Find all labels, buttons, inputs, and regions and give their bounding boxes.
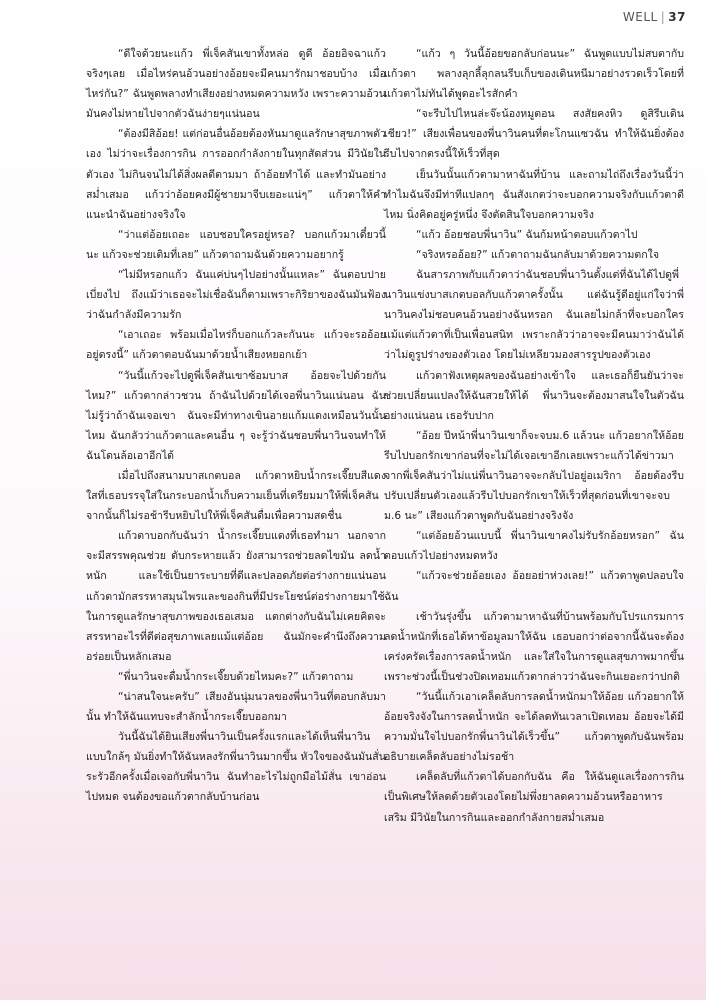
paragraph: “แต่อ้อยอ้วนแบบนี้ พี่นาวินเขาคงไม่รับรักอ้อยหรอก” ฉันตอบแก้วไปอย่างหมดหวัง	[384, 530, 684, 563]
paragraph: เช้าวันรุ่งขึ้น แก้วตามาหาฉันที่บ้านพร้อมกับโปรแกรมการลดน้ำหนักที่เธอได้หาข้อมูลมาให้ฉัน เธอบอกว่าต่อจากนี้ฉันจะต้องเคร่งครัดเรื่องการลดน้ำหนัก และใส่ใจในการดูแลสุขภาพมากขึ้น เพราะช่วงนี้เป็นช่วงปิดเทอมแก้วตากล่าวว่าฉันจะกินเยอะกว่าปกติ	[384, 610, 684, 683]
paragraph: “ต้องมีสิอ้อย! แต่ก่อนอื่นอ้อยต้องหันมาดูแลรักษาสุขภาพตัวเอง ไม่ว่าจะเรื่องการกิน การออกกำลังกายในทุกสัดส่วน มีวินัยในตัวเอง ไม่กินจนไม่ได้สิ่งผลดีตามมา ถ้าอ้อยทำได้ และทำมันอย่างสม่ำเสมอ แก้วว่าอ้อยคงมีผู้ชายมาจีบเยอะแน่ๆ” แก้วตาให้คำแนะนำฉันอย่างจริงใจ	[86, 128, 386, 221]
paragraph: เมื่อไปถึงสนามบาสเกตบอล แก้วตาหยิบน้ำกระเจี๊ยบสีแดงใสที่เธอบรรจุใส่ในกระบอกน้ำเก็บความเย็นที่เตรียมมาให้พี่เจ็คสัน จากนั้นก็ไม่รอช้ารีบหยิบไปให้พี่เจ็คสันดื่มเพื่อความสดชื่น	[86, 469, 386, 523]
page-number: 37	[668, 10, 686, 24]
header-separator: |	[660, 10, 666, 24]
paragraph: “วันนี้แก้วจะไปดูพี่เจ็คสันเขาซ้อมบาส อ้อยจะไปด้วยกันไหม?” แก้วตากล่าวชวน ถ้าฉันไปด้วยได้เจอพี่นาวินแน่นอน ฉันไม่รู้ว่าถ้าฉันเจอเขา ฉันจะมีท่าทางเขินอายแก้มแดงเหมือนวันนั้นไหม ฉันกลัวว่าแก้วตาและคนอื่น ๆ จะรู้ว่าฉันชอบพี่นาวินจนทำให้ฉันโดนล้อเอาอีกได้	[86, 369, 386, 462]
paragraph: เคล็ดลับที่แก้วตาได้บอกกับฉัน คือ ให้ฉันดูแลเรื่องการกินเป็นพิเศษให้ลดด้วยตัวเองโดยไม่พึ่งยาลดความอ้วนหรืออาหารเสริม มีวินัยในการกินและออกกำลังกายสม่ำเสมอ	[384, 771, 684, 824]
paragraph: “เอาเถอะ พร้อมเมื่อไหร่ก็บอกแก้วละกันนะ แก้วจะรออ้อยอยู่ตรงนี้” แก้วตาตอบฉันมาด้วยน้ำเสียงหยอกเย้า	[86, 329, 386, 362]
paragraph: “แก้ว ๆ วันนี้อ้อยขอกลับก่อนนะ” ฉันพูดแบบไม่สบตากับแก้วตา พลางลุกลี้ลุกลนรีบเก็บของเดินหนีมาอย่างรวดเร็วโดยที่แก้วตาไม่ทันได้พูดอะไรสักคำ	[384, 48, 684, 101]
paragraph: แก้วตาฟังเหตุผลของฉันอย่างเข้าใจ และเธอก็ยืนยันว่าจะช่วยเปลี่ยนแปลงให้ฉันสวยให้ได้ พี่นาวินจะต้องมาสนใจในตัวฉันอย่างแน่นอน เธอรับปาก	[384, 369, 684, 422]
paragraph: “จะรีบไปไหนล่ะจ๊ะน้องหมูตอน สงสัยคงหิว ดูสิรีบเดินเชียว!” เสียงเพื่อนของพี่นาวินคนที่ตะโกนแซวฉัน ทำให้ฉันยิ่งต้องรีบไปจากตรงนี้ให้เร็วที่สุด	[384, 108, 684, 161]
paragraph: “แก้วจะช่วยอ้อยเอง อ้อยอย่าห่วงเลย!” แก้วตาพูดปลอบใจฉัน	[384, 570, 684, 603]
paragraph: “วันนี้แก้วเอาเคล็ดลับการลดน้ำหนักมาให้อ้อย แก้วอยากให้อ้อยจริงจังในการลดน้ำหนัก จะได้ลดทันเวลาเปิดเทอม อ้อยจะได้มีความมั่นใจไปบอกรักพี่นาวินได้เร็วขึ้น” แก้วตาพูดกับฉันพร้อมอธิบายเคล็ดลับอย่างไม่รอช้า	[384, 691, 684, 764]
paragraph: “ไม่มีหรอกแก้ว ฉันแค่บ่นๆไปอย่างนั้นแหละ” ฉันตอบปายเบี่ยงไป ถึงแม้ว่าเธอจะไม่เชื่อฉันก็ตามเพราะกิริยาของฉันมันฟ้องว่าฉันกำลังมีความรัก	[86, 269, 386, 322]
paragraph: “แก้ว อ้อยชอบพี่นาวิน” ฉันก้มหน้าตอบแก้วตาไป	[416, 228, 638, 241]
paragraph: “อ้อย ปีหน้าพี่นาวินเขาก็จะจบม.6 แล้วนะ แก้วอยากให้อ้อยรีบไปบอกรักเขาก่อนที่จะไม่ได้เจอเขาอีกเลยเพราะแก้วได้ข่าวมาจากพี่เจ็คสันว่าไม่แน่พี่นาวินอาจจะกลับไปอยู่อเมริกา อ้อยต้องรีบปรับเปลี่ยนตัวเองแล้วรีบไปบอกรักเขาให้เร็วที่สุดก่อนที่เขาจะจบ ม.6 นะ” เสียงแก้วตาพูดกับฉันอย่างจริงจัง	[384, 429, 684, 523]
paragraph: “พี่นาวินจะดื่มน้ำกระเจี๊ยบด้วยไหมคะ?” แก้วตาถาม	[118, 670, 354, 683]
paragraph: วันนี้ฉันได้ยินเสียงพี่นาวินเป็นครั้งแรกและได้เห็นพี่นาวินแบบใกล้ๆ มันยิ่งทำให้ฉันหลงรักพี่นาวินมากขึ้น หัวใจของฉันมันสั่นระรัวอีกครั้งเมื่อเจอกับพี่นาวิน ฉันทำอะไรไม่ถูกมือไม้สั่น เขาอ่อนไปหมด จนต้องขอแก้วตากลับบ้านก่อน	[86, 731, 386, 804]
paragraph: “ดีใจด้วยนะแก้ว พี่เจ็คสันเขาทั้งหล่อ ดูดี อ้อยอิจฉาแก้วจริงๆเลย เมื่อไหร่คนอ้วนอย่างอ้อยจะมีคนมารักมาชอบบ้าง เมื่อไหร่กัน?” ฉันพูดพลางทำเสียงอย่างหมดความหวัง เพราะความอ้วนมันคงไม่หายไปจากตัวฉันง่ายๆแน่นอน	[86, 48, 386, 121]
paragraph: เย็นวันนั้นแก้วตามาหาฉันที่บ้าน และถามไถ่ถึงเรื่องวันนี้ว่าทำไมฉันจึงมีท่าทีแปลกๆ ฉันสังเกตว่าจะบอกความจริงกับแก้วตาดีไหม นิ่งคิดอยู่ครู่หนึ่ง จึงตัดสินใจบอกความจริง	[384, 168, 684, 221]
paragraph: “ว่าแต่อ้อยเถอะ แอบชอบใครอยู่หรอ? บอกแก้วมาเดี๋ยวนี้นะ แก้วจะช่วยเติมที่เลย” แก้วตาถามฉันด้วยความอยากรู้	[86, 228, 386, 261]
right-column	[384, 44, 684, 828]
paragraph: แก้วตาบอกกับฉันว่า น้ำกระเจี๊ยบแดงที่เธอทำมา นอกจากจะมีสรรพคุณช่วย ดับกระหายแล้ว ยังสามารถช่วยลดไขมัน ลดน้ำหนัก และใช้เป็นยาระบายที่ดีและปลอดภัยต่อร่างกายแน่นอน แก้วตามักสรรหาสมุนไพรและของกินที่มีประโยชน์ต่อร่างกายมาใช้ในการดูแลรักษาสุขภาพของเธอเสมอ แตกต่างกับฉันไม่เคยคิดจะสรรหาอะไรที่ดีต่อสุขภาพเลยแม้แต่อ้อย ฉันมักจะคำนึงถึงความอร่อยเป็นหลักเสมอ	[86, 530, 386, 663]
paragraph: “น่าสนใจนะครับ” เสียงอันนุ่มนวลของพี่นาวินที่ตอบกลับมานั้น ทำให้ฉันแทบจะสำลักน้ำกระเจี๊ยบออกมา	[86, 691, 386, 724]
page-header	[623, 10, 686, 24]
paragraph: ฉันสารภาพกับแก้วตาว่าฉันชอบพี่นาวินตั้งแต่ที่ฉันได้ไปดูพี่นาวินแข่งบาสเกตบอลกับแก้วตาครั้งนั้น แต่ฉันรู้ดีอยู่แก่ใจว่าพี่นาวินคงไม่ชอบคนอ้วนอย่างฉันหรอก ฉันเลยไม่กล้าที่จะบอกใครแม้แต่แก้วตาที่เป็นเพื่อนสนิท เพราะกลัวว่าอาจจะมีคนมาว่าฉันได้ว่าไม่ดูรูปร่างของตัวเอง โดยไม่เหลียวมองสารรูปของตัวเอง	[384, 269, 684, 362]
magazine-name: WELL	[622, 10, 658, 24]
paragraph: “จริงหรออ้อย?” แก้วตาถามฉันกลับมาด้วยความตกใจ	[416, 248, 660, 261]
left-column	[86, 44, 386, 808]
